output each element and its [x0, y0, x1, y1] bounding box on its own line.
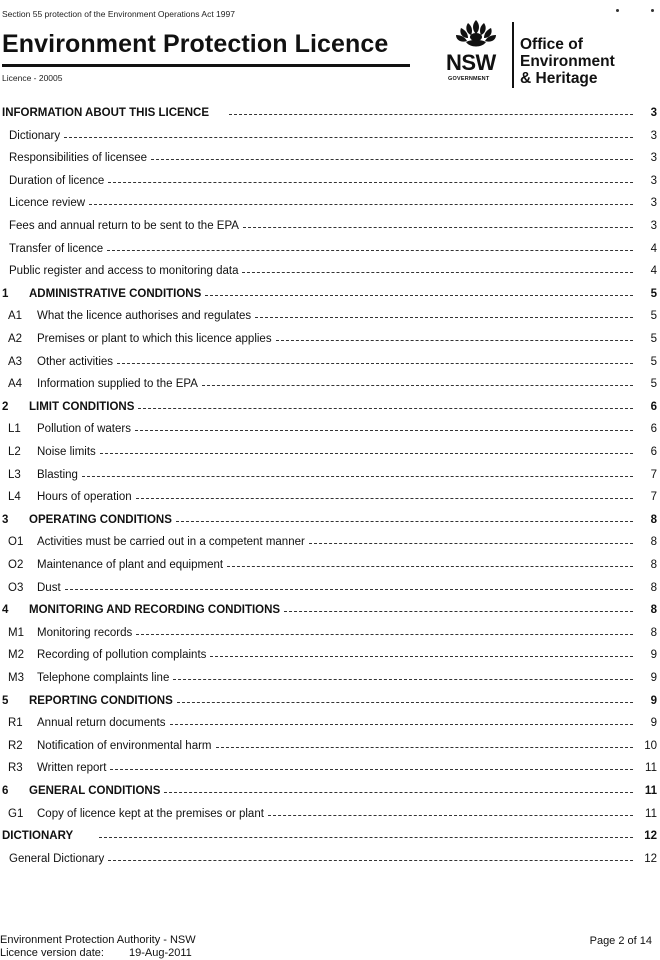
toc-label: Licence review: [9, 197, 86, 210]
toc-leader: [117, 363, 633, 364]
toc-leader: [164, 792, 633, 793]
toc-number: 3: [2, 513, 9, 526]
government-wordmark: GOVERNMENT: [448, 76, 490, 82]
toc-label: Fees and annual return to be sent to the EPA: [9, 220, 239, 232]
toc-section-row[interactable]: [0, 601, 660, 619]
toc-section-row[interactable]: [0, 782, 660, 800]
toc-leader: [108, 860, 633, 861]
toc-entry-row[interactable]: [0, 420, 660, 438]
footer-authority: Environment Protection Authority - NSW: [0, 934, 196, 946]
toc-leader: [170, 724, 634, 725]
toc-number: A4: [8, 378, 23, 391]
toc-page-number: 3: [650, 220, 657, 232]
toc-section-row[interactable]: [0, 398, 660, 416]
toc-page-number: 8: [650, 581, 657, 594]
toc-page-number: 3: [650, 129, 657, 142]
toc-leader: [284, 611, 633, 612]
toc-leader: [82, 476, 633, 477]
footer-version-label: Licence version date:: [0, 947, 104, 959]
toc-leader: [64, 137, 633, 138]
toc-entry-row[interactable]: [0, 217, 660, 235]
toc-page-number: 7: [650, 468, 657, 481]
toc-leader: [268, 815, 633, 816]
toc-label: Noise limits: [37, 446, 96, 458]
toc-number: M1: [8, 626, 24, 639]
toc-entry-row[interactable]: [0, 149, 660, 167]
toc-label: MONITORING AND RECORDING CONDITIONS: [29, 604, 281, 617]
toc-label: Recording of pollution complaints: [37, 649, 207, 662]
toc-number: O2: [8, 559, 24, 571]
toc-page-number: 8: [650, 513, 657, 526]
toc-leader: [108, 182, 633, 183]
toc-page-number: 4: [650, 242, 657, 255]
toc-label: Notification of environmental harm: [37, 739, 212, 752]
toc-number: R1: [8, 717, 23, 730]
toc-entry-row[interactable]: [0, 353, 660, 371]
toc-leader: [138, 408, 633, 409]
toc-section-row[interactable]: [0, 827, 660, 845]
toc-label: Transfer of licence: [9, 242, 104, 255]
toc-number: 2: [2, 400, 9, 413]
toc-leader: [276, 340, 633, 341]
toc-leader: [65, 589, 633, 590]
document-title: Environment Protection Licence: [2, 30, 389, 58]
toc-leader: [205, 295, 633, 296]
toc-label: Premises or plant to which this licence applies: [37, 333, 272, 345]
toc-leader: [242, 272, 633, 273]
toc-leader: [243, 227, 633, 228]
toc-label: INFORMATION ABOUT THIS LICENCE: [2, 107, 209, 119]
toc-page-number: 8: [650, 559, 657, 571]
page-number: Page 2 of 14: [589, 935, 652, 947]
toc-page-number: 6: [650, 446, 657, 458]
toc-label: Maintenance of plant and equipment: [37, 559, 224, 571]
toc-leader: [151, 159, 633, 160]
toc-section-row[interactable]: [0, 692, 660, 710]
toc-number: A3: [8, 355, 23, 368]
toc-label: ADMINISTRATIVE CONDITIONS: [29, 287, 202, 300]
toc-entry-row[interactable]: [0, 669, 660, 687]
toc-leader: [176, 521, 633, 522]
toc-entry-row[interactable]: [0, 533, 660, 551]
toc-leader: [255, 317, 633, 318]
toc-leader: [100, 453, 633, 454]
toc-entry-row[interactable]: [0, 262, 660, 280]
toc-number: M3: [8, 672, 24, 684]
toc-entry-row[interactable]: [0, 579, 660, 597]
toc-number: R3: [8, 762, 23, 775]
toc-label: Dictionary: [9, 129, 61, 142]
toc-page-number: 6: [650, 423, 657, 436]
toc-label: Annual return documents: [37, 717, 166, 730]
toc-page-number: 8: [650, 536, 657, 549]
toc-section-row[interactable]: [0, 511, 660, 529]
toc-entry-row[interactable]: [0, 556, 660, 574]
oeh-line-2: Environment: [520, 53, 615, 70]
header-note: Section 55 protection of the Environment Operations Act 1997: [2, 9, 235, 19]
toc-entry-row[interactable]: [0, 850, 660, 868]
toc-leader: [99, 837, 633, 838]
toc-label: Public register and access to monitoring data: [9, 265, 239, 278]
toc-page-number: 11: [645, 807, 657, 820]
toc-entry-row[interactable]: [0, 307, 660, 325]
toc-label: Pollution of waters: [37, 423, 131, 436]
toc-label: Dust: [37, 581, 61, 594]
toc-page-number: 9: [650, 717, 657, 730]
toc-leader: [173, 679, 633, 680]
toc-page-number: 8: [650, 626, 657, 639]
toc-leader: [136, 634, 633, 635]
toc-page-number: 3: [650, 107, 657, 119]
toc-page-number: 6: [650, 400, 657, 413]
logo-divider: [512, 22, 514, 88]
toc-page-number: 3: [650, 197, 657, 210]
footer-version-date: 19-Aug-2011: [129, 947, 192, 959]
toc-page-number: 9: [650, 649, 657, 662]
toc-leader: [216, 747, 634, 748]
toc-entry-row[interactable]: [0, 172, 660, 190]
toc-page-number: 9: [650, 694, 657, 707]
toc-leader: [227, 566, 633, 567]
toc-leader: [135, 430, 633, 431]
toc-label: DICTIONARY: [2, 830, 74, 843]
toc-entry-row[interactable]: [0, 805, 660, 823]
toc-number: L4: [8, 491, 21, 504]
toc-entry-row[interactable]: [0, 127, 660, 145]
toc-leader: [136, 498, 633, 499]
toc-page-number: 9: [650, 672, 657, 684]
licence-number: Licence - 20005: [2, 73, 63, 83]
oeh-line-3: & Heritage: [520, 70, 598, 87]
toc-leader: [229, 114, 633, 115]
scan-mark: [651, 9, 654, 12]
toc-section-row[interactable]: [0, 104, 660, 122]
toc-label: Written report: [37, 762, 107, 775]
toc-page-number: 10: [644, 739, 657, 752]
toc-label: Information supplied to the EPA: [37, 378, 198, 391]
toc-leader: [107, 250, 633, 251]
toc-entry-row[interactable]: [0, 488, 660, 506]
toc-label: Hours of operation: [37, 491, 132, 504]
toc-label: GENERAL CONDITIONS: [29, 785, 161, 797]
toc-page-number: 5: [650, 333, 657, 345]
toc-page-number: 12: [644, 852, 657, 865]
scan-mark: [616, 9, 619, 12]
toc-entry-row[interactable]: [0, 240, 660, 258]
toc-entry-row[interactable]: [0, 624, 660, 642]
toc-page-number: 3: [650, 152, 657, 165]
toc-label: Blasting: [37, 468, 78, 481]
toc-label: Telephone complaints line: [37, 672, 170, 684]
toc-leader: [202, 385, 633, 386]
toc-label: Copy of licence kept at the premises or plant: [37, 807, 264, 820]
toc-label: Responsibilities of licensee: [9, 152, 148, 165]
toc-label: REPORTING CONDITIONS: [29, 694, 173, 707]
toc-number: 5: [2, 694, 9, 707]
toc-number: A1: [8, 310, 23, 323]
toc-page-number: 12: [644, 830, 657, 843]
footer-info: [0, 934, 196, 960]
toc-number: G1: [8, 807, 24, 820]
toc-page-number: 4: [650, 265, 657, 278]
toc-number: L2: [8, 446, 21, 458]
nsw-wordmark: NSW: [446, 50, 496, 75]
toc-page-number: 3: [650, 174, 657, 187]
toc-number: 4: [2, 604, 9, 617]
nsw-oeh-logo: [446, 18, 646, 90]
toc-number: R2: [8, 739, 23, 752]
toc-leader: [177, 702, 633, 703]
toc-label: General Dictionary: [9, 852, 105, 865]
waratah-icon: [452, 18, 500, 52]
toc-section-row[interactable]: [0, 285, 660, 303]
toc-number: A2: [8, 333, 23, 345]
toc-label: OPERATING CONDITIONS: [29, 513, 172, 526]
toc-page-number: 7: [650, 491, 657, 504]
toc-page-number: 11: [644, 785, 657, 797]
toc-page-number: 8: [650, 604, 657, 617]
toc-number: O3: [8, 581, 24, 594]
toc-page-number: 5: [650, 355, 657, 368]
toc-entry-row[interactable]: [0, 737, 660, 755]
toc-page-number: 5: [650, 310, 657, 323]
toc-label: Duration of licence: [9, 174, 105, 187]
toc-label: What the licence authorises and regulates: [37, 310, 252, 323]
toc-number: 1: [2, 287, 9, 300]
toc-leader: [309, 543, 633, 544]
toc-label: LIMIT CONDITIONS: [29, 400, 135, 413]
toc-leader: [110, 769, 633, 770]
title-underline: [2, 64, 410, 67]
toc-number: L3: [8, 468, 21, 481]
toc-label: Monitoring records: [37, 626, 133, 639]
toc-number: M2: [8, 649, 24, 662]
toc-entry-row[interactable]: [0, 646, 660, 664]
toc-entry-row[interactable]: [0, 194, 660, 212]
toc-entry-row[interactable]: [0, 759, 660, 777]
toc-entry-row[interactable]: [0, 375, 660, 393]
toc-page-number: 5: [650, 378, 657, 391]
toc-entry-row[interactable]: [0, 466, 660, 484]
oeh-wordmark: [520, 36, 615, 87]
oeh-line-1: Office of: [520, 36, 583, 53]
toc-label: Other activities: [37, 355, 114, 368]
toc-leader: [210, 656, 633, 657]
toc-page-number: 5: [650, 287, 657, 300]
toc-number: L1: [8, 423, 21, 436]
toc-label: Activities must be carried out in a competent manner: [37, 536, 305, 549]
toc-entry-row[interactable]: [0, 443, 660, 461]
toc-number: 6: [2, 785, 9, 797]
toc-leader: [89, 204, 633, 205]
toc-number: O1: [8, 536, 24, 549]
toc-page-number: 11: [645, 762, 657, 775]
toc-entry-row[interactable]: [0, 330, 660, 348]
footer-version: [0, 947, 196, 960]
toc-entry-row[interactable]: [0, 714, 660, 732]
